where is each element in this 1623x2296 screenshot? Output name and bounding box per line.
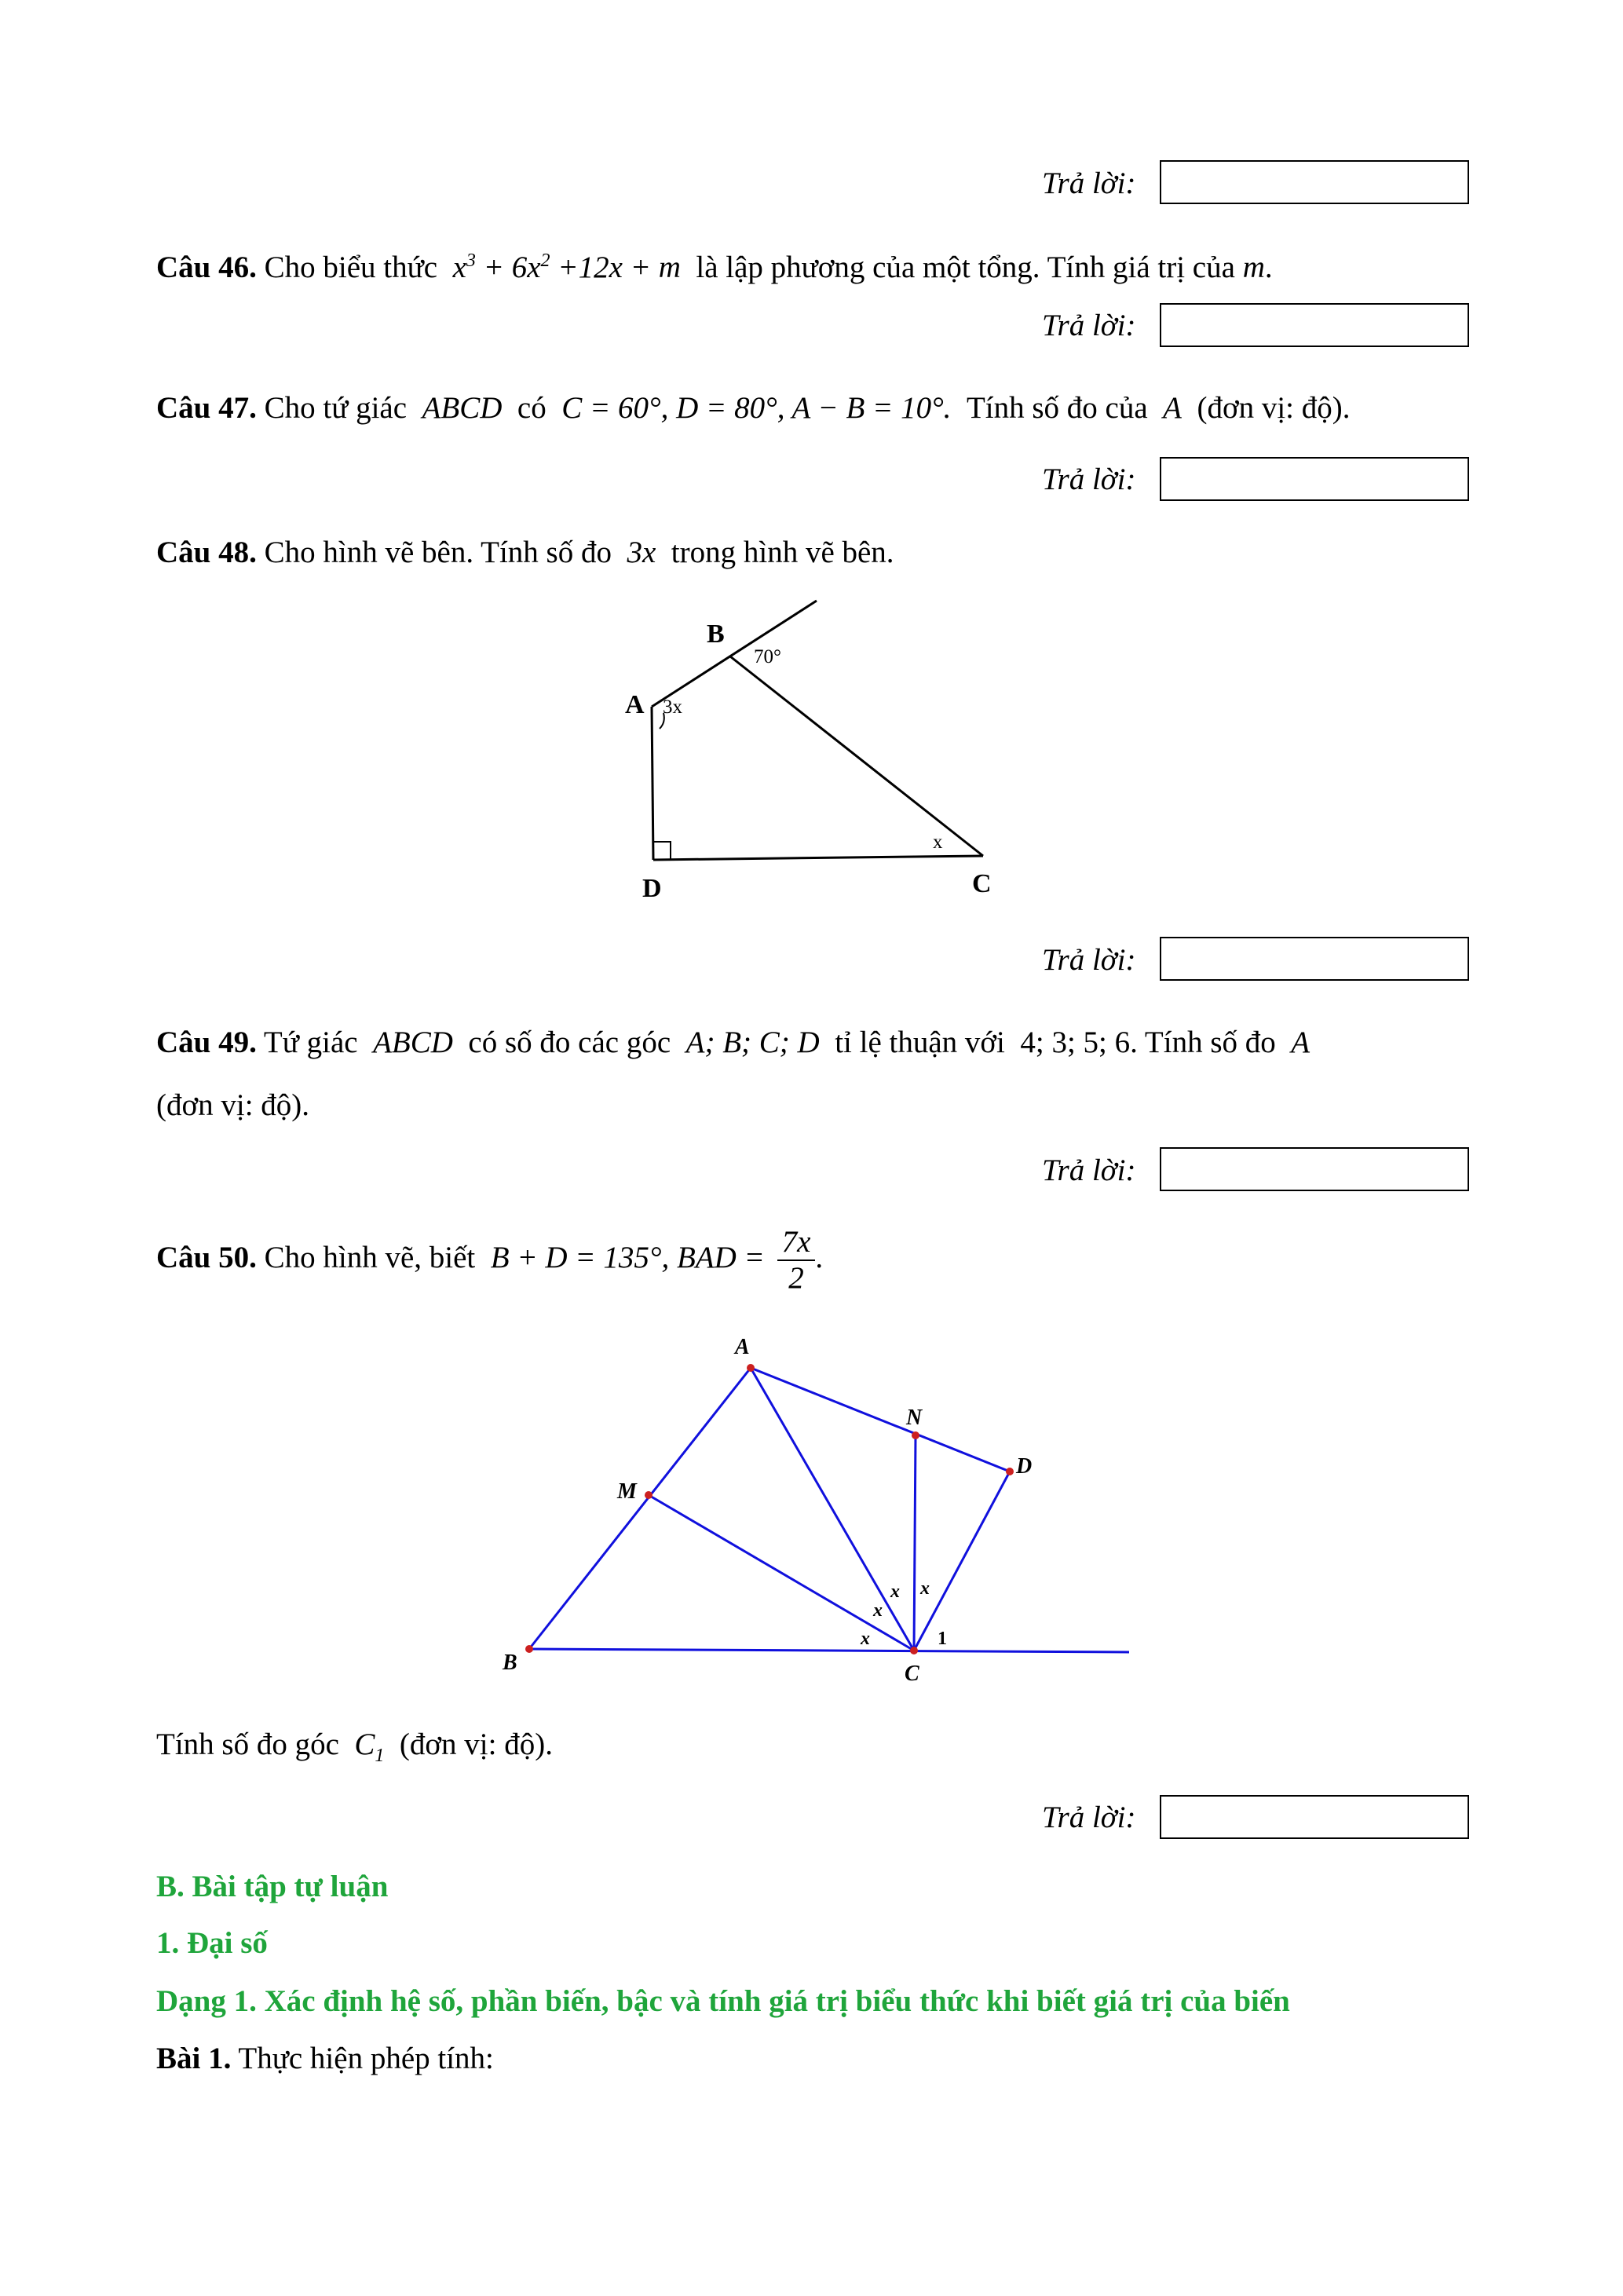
angle-label-1: 1 [938, 1629, 947, 1649]
answer-label: Trả lời: [1042, 462, 1136, 496]
point-label-d: D [642, 874, 662, 903]
question-49: Câu 49. Tứ giác ABCD có số đo các góc A; B; C; D tỉ lệ thuận với 4; 3; 5; 6. Tính số đo A [156, 1026, 1310, 1059]
exercise-text: Thực hiện phép tính: [238, 2042, 494, 2075]
math-variable: m [1242, 250, 1265, 284]
math-condition: C = 60°, D = 80°, A − B = 10°. [561, 391, 952, 425]
answer-label: Trả lời: [1042, 309, 1136, 342]
angle-label-b: 70° [754, 646, 781, 667]
math-variable: A [1291, 1026, 1310, 1059]
answer-box[interactable] [1160, 457, 1469, 501]
math-variable: 3x [627, 536, 656, 569]
answer-label: Trả lời: [1042, 166, 1136, 200]
question-46: Câu 46. Cho biểu thức $x^3 + 6x^2 +12x + m$ là lập phương của một tổng. Tính giá trị của m. [156, 250, 1273, 284]
math-variable: $C_1$ [354, 1727, 385, 1766]
question-text: Cho biểu thức [264, 250, 438, 284]
answer-box[interactable] [1160, 937, 1469, 981]
math-variable: A; B; C; D [685, 1026, 820, 1059]
question-text: là lập phương của một tổng. Tính giá trị của [696, 250, 1235, 284]
answer-label: Trả lời: [1042, 1153, 1136, 1187]
exercise-number: Bài 1. [156, 2042, 232, 2075]
angle-label-x: x [890, 1581, 900, 1602]
answer-box[interactable] [1160, 1147, 1469, 1191]
angle-label-x: x [920, 1578, 930, 1599]
figure-quadrilateral-48 [612, 589, 1036, 911]
point-label-n: N [906, 1406, 923, 1430]
angle-label-x: x [861, 1629, 870, 1649]
point-d [1006, 1468, 1014, 1475]
question-50-followup: Tính số đo góc $C_1$ (đơn vị: độ). [156, 1727, 553, 1766]
point-c [910, 1647, 918, 1654]
point-label-b: B [503, 1651, 517, 1675]
angle-label-c: x [933, 832, 943, 853]
answer-label: Trả lời: [1042, 1801, 1136, 1834]
point-label-m: M [617, 1479, 637, 1504]
answer-label: Trả lời: [1042, 943, 1136, 977]
question-number: Câu 46. [156, 250, 257, 284]
question-48: Câu 48. Cho hình vẽ bên. Tính số đo 3x trong hình vẽ bên. [156, 536, 894, 569]
answer-box[interactable] [1160, 160, 1469, 204]
point-label-a: A [625, 690, 645, 719]
answer-box[interactable] [1160, 1795, 1469, 1839]
question-number: Câu 50. [156, 1240, 257, 1274]
point-m [645, 1491, 652, 1499]
point-label-c: C [905, 1662, 919, 1686]
point-n [912, 1431, 919, 1439]
math-variable: A [1163, 391, 1182, 425]
math-condition: B + D = 135°, BAD = [490, 1240, 765, 1274]
math-expression: $x^3 + 6x^2 +12x + m$ [452, 250, 681, 284]
question-47: Câu 47. Cho tứ giác ABCD có C = 60°, D = 80°, A − B = 10°. Tính số đo của A (đơn vị: độ). [156, 391, 1351, 425]
angle-label-a: 3x [663, 696, 682, 718]
answer-box[interactable] [1160, 303, 1469, 347]
exercise-1 [156, 2040, 494, 2078]
section-heading-dang-1: Dạng 1. Xác định hệ số, phần biến, bậc và tính giá trị biểu thức khi biết giá trị của biến [156, 1984, 1290, 2018]
question-number: Câu 49. [156, 1026, 257, 1059]
point-label-d: D [1016, 1454, 1033, 1479]
question-49-line2: (đơn vị: độ). [156, 1088, 310, 1122]
angle-label-x: x [873, 1600, 883, 1621]
math-fraction: $\frac{7x}{2}$ [777, 1225, 816, 1296]
point-label-a: A [735, 1335, 750, 1359]
point-b [525, 1645, 533, 1653]
section-heading-algebra: 1. Đại số [156, 1926, 268, 1960]
figure-50 [471, 1327, 1146, 1696]
point-a [747, 1364, 755, 1372]
question-number: Câu 47. [156, 391, 257, 425]
math-variable: ABCD [422, 391, 503, 425]
question-50: Câu 50. Cho hình vẽ, biết B + D = 135°, BAD = $\frac{7x}{2}$ . [156, 1225, 824, 1295]
point-label-c: C [972, 869, 992, 898]
section-heading-b: B. Bài tập tự luận [156, 1870, 389, 1903]
math-ratio: 4; 3; 5; 6 [1020, 1026, 1131, 1059]
point-label-b: B [707, 620, 725, 649]
math-variable: ABCD [373, 1026, 453, 1059]
question-number: Câu 48. [156, 536, 257, 569]
